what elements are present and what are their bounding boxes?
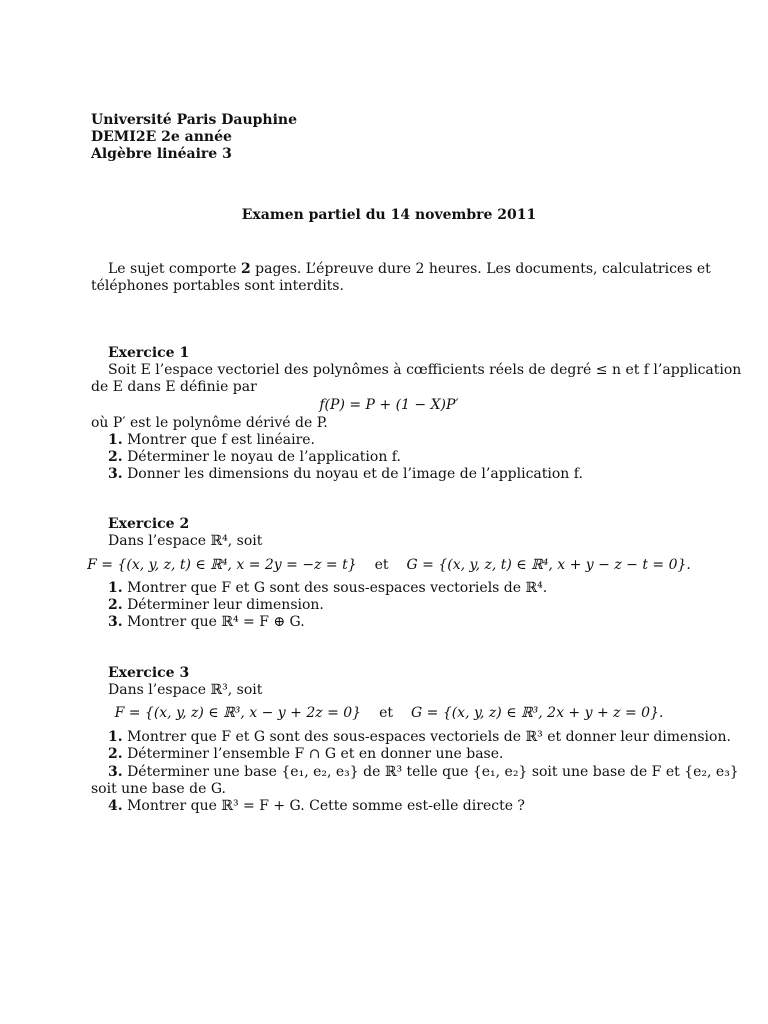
intro-line-2: téléphones portables sont interdits.	[91, 278, 344, 294]
question-number: 3.	[108, 764, 123, 780]
exercise-3-title: Exercice 3	[108, 665, 190, 681]
exercise-3-question-3	[108, 764, 739, 781]
conjunction: et	[379, 705, 393, 721]
intro-text-b: pages. L’épreuve dure 2 heures. Les documents, calculatrices et	[250, 261, 711, 277]
question-text: Montrer que ℝ⁴ = F ⊕ G.	[127, 614, 305, 630]
exam-title: Examen partiel du 14 novembre 2011	[241, 207, 537, 223]
question-number: 1.	[108, 580, 123, 596]
subspace-f-definition: F = {(x, y, z, t) ∈ ℝ⁴, x = 2y = −z = t}	[87, 557, 357, 573]
question-text: Montrer que F et G sont des sous-espaces vectoriels de ℝ³ et donner leur dimension.	[127, 729, 731, 745]
exercise-1-question-1	[108, 432, 315, 449]
question-number: 3.	[108, 466, 123, 482]
question-number: 2.	[108, 746, 123, 762]
question-text: Déterminer leur dimension.	[127, 597, 324, 613]
exercise-1-title: Exercice 1	[108, 345, 190, 361]
intro-text-a: Le sujet comporte	[108, 261, 241, 277]
exercise-3-question-1	[108, 729, 731, 746]
exercise-2-line-1: Dans l’espace ℝ⁴, soit	[108, 533, 263, 549]
exercise-3-question-4	[108, 798, 525, 815]
question-text: Montrer que f est linéaire.	[127, 432, 316, 448]
exercise-2-title: Exercice 2	[108, 516, 190, 532]
program-name: DEMI2E 2e année	[91, 129, 232, 145]
question-text: Déterminer une base {e₁, e₂, e₃} de ℝ³ telle que {e₁, e₂} soit une base de F et {e₂, e₃}	[127, 764, 739, 780]
exercise-2-definitions	[87, 557, 691, 574]
question-text: Déterminer le noyau de l’application f.	[127, 449, 401, 465]
exercise-1-line-1: Soit E l’espace vectoriel des polynômes à cœfficients réels de degré ≤ n et f l’application	[108, 362, 742, 378]
question-number: 2.	[108, 597, 123, 613]
exercise-1-formula: f(P) = P + (1 − X)P′	[319, 397, 459, 413]
subspace-g-definition: G = {(x, y, z) ∈ ℝ³, 2x + y + z = 0}.	[411, 705, 664, 721]
exercise-2-question-1	[108, 580, 547, 597]
exercise-2-question-2	[108, 597, 324, 614]
question-number: 2.	[108, 449, 123, 465]
subspace-g-definition: G = {(x, y, z, t) ∈ ℝ⁴, x + y − z − t = 0}.	[406, 557, 691, 573]
exercise-1-question-2	[108, 449, 401, 466]
question-text: Donner les dimensions du noyau et de l’image de l’application f.	[127, 466, 583, 482]
exercise-3-line-1: Dans l’espace ℝ³, soit	[108, 682, 263, 698]
question-text: Déterminer l’ensemble F ∩ G et en donner une base.	[127, 746, 504, 762]
intro-line-1	[108, 261, 711, 278]
question-number: 1.	[108, 432, 123, 448]
question-number: 1.	[108, 729, 123, 745]
exercise-3-question-2	[108, 746, 503, 763]
exercise-1-line-3: où P′ est le polynôme dérivé de P.	[91, 415, 328, 431]
exercise-2-question-3	[108, 614, 305, 631]
exercise-3-question-3-continued: soit une base de G.	[91, 781, 226, 797]
exam-page	[87, 0, 742, 1024]
question-text: Montrer que ℝ³ = F + G. Cette somme est-elle directe ?	[127, 798, 525, 814]
conjunction: et	[374, 557, 389, 573]
university-name: Université Paris Dauphine	[91, 112, 298, 128]
question-text: Montrer que F et G sont des sous-espaces vectoriels de ℝ⁴.	[127, 580, 548, 596]
exercise-1-question-3	[108, 466, 583, 483]
exercise-1-line-2: de E dans E définie par	[91, 379, 257, 395]
course-name: Algèbre linéaire 3	[91, 146, 232, 162]
subspace-f-definition: F = {(x, y, z) ∈ ℝ³, x − y + 2z = 0}	[114, 705, 362, 721]
question-number: 4.	[108, 798, 123, 814]
intro-page-count: 2	[240, 261, 251, 277]
exercise-3-definitions	[91, 705, 687, 722]
question-number: 3.	[108, 614, 123, 630]
